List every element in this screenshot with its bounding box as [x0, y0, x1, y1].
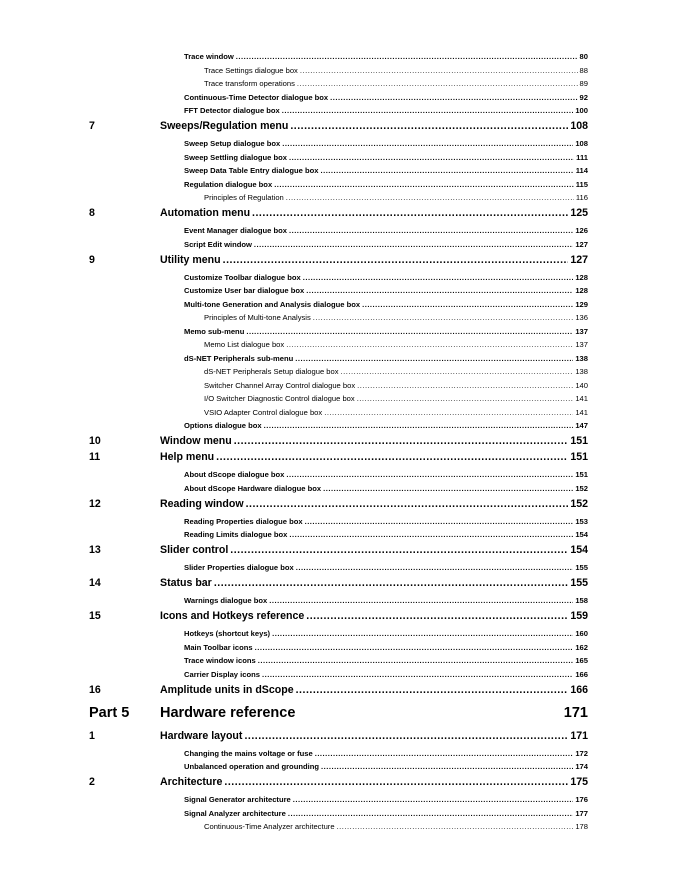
- chapter-number: 14: [89, 577, 101, 589]
- toc-entry[interactable]: [184, 656, 588, 665]
- toc-entry[interactable]: [184, 530, 588, 539]
- toc-page-number: 147: [575, 421, 588, 430]
- toc-entry-title: Multi-tone Generation and Analysis dialogue box: [184, 299, 361, 309]
- dot-leader: [323, 484, 573, 493]
- toc-entry-title: Sweep Settling dialogue box: [184, 152, 287, 162]
- toc-entry-title: Customize User bar dialogue box: [184, 286, 305, 295]
- toc-entry-title: dS-NET Peripherals Setup dialogue box: [204, 367, 339, 376]
- toc-entry[interactable]: [204, 394, 588, 403]
- dot-leader: [315, 749, 574, 758]
- toc-page-number: 178: [575, 822, 588, 831]
- toc-entry-title: Continuous-Time Detector dialogue box: [184, 92, 329, 102]
- toc-entry[interactable]: [184, 286, 588, 295]
- dot-leader: [293, 795, 574, 804]
- toc-entry-title: Warnings dialogue box: [184, 596, 268, 605]
- toc-entry[interactable]: [204, 367, 588, 376]
- toc-page-number: 162: [575, 642, 588, 652]
- chapter-number: 2: [89, 776, 95, 788]
- dot-leader: [264, 421, 574, 430]
- toc-entry[interactable]: [204, 381, 588, 390]
- toc-page-number: 115: [575, 179, 588, 189]
- dot-leader: [306, 286, 573, 295]
- toc-entry[interactable]: [204, 193, 588, 202]
- toc-page-number: 158: [575, 596, 588, 605]
- dot-leader: [286, 340, 573, 349]
- toc-entry-title: Carrier Display icons: [184, 669, 260, 679]
- chapter-number: 13: [89, 544, 101, 556]
- dot-leader: [357, 394, 574, 403]
- toc-entry[interactable]: [184, 180, 588, 189]
- toc-entry[interactable]: [160, 498, 588, 510]
- toc-entry[interactable]: [204, 822, 588, 831]
- toc-entry[interactable]: [204, 66, 588, 75]
- chapter-number: 7: [89, 120, 95, 132]
- dot-leader: [282, 139, 573, 148]
- toc-entry[interactable]: [160, 207, 588, 219]
- toc-entry-title: Reading Limits dialogue box: [184, 530, 288, 539]
- toc-page-number: 159: [570, 610, 588, 622]
- dot-leader: [269, 596, 573, 605]
- toc-entry[interactable]: [184, 52, 588, 61]
- toc-entry-title: Hotkeys (shortcut keys): [184, 629, 271, 638]
- dot-leader: [223, 254, 569, 266]
- chapter-number: 12: [89, 497, 101, 510]
- dot-leader: [289, 530, 573, 539]
- toc-entry[interactable]: [184, 106, 588, 115]
- dot-leader: [362, 300, 573, 309]
- dot-leader: [296, 684, 569, 696]
- toc-entry-title: Architecture: [160, 776, 223, 788]
- toc-page-number: 129: [575, 299, 588, 309]
- toc-entry[interactable]: [160, 544, 588, 556]
- chapter-number: 9: [89, 253, 95, 266]
- toc-page-number: 88: [579, 65, 588, 75]
- toc-entry[interactable]: [184, 643, 588, 652]
- toc-page-number: 171: [570, 729, 588, 742]
- toc-entry[interactable]: [184, 470, 588, 479]
- toc-entry[interactable]: [204, 313, 588, 322]
- toc-entry[interactable]: [184, 795, 588, 804]
- toc-page-number: 127: [570, 253, 588, 266]
- toc-entry[interactable]: [160, 610, 588, 622]
- dot-leader: [300, 66, 578, 75]
- toc-entry-title: Continuous-Time Analyzer architecture: [204, 822, 335, 831]
- toc-entry[interactable]: [184, 517, 588, 526]
- toc-entry[interactable]: [184, 139, 588, 148]
- dot-leader: [274, 180, 574, 189]
- toc-entry[interactable]: [184, 273, 588, 282]
- toc-entry[interactable]: [160, 120, 588, 132]
- toc-entry-title: Utility menu: [160, 253, 221, 266]
- toc-page-number: 108: [575, 139, 588, 148]
- dot-leader: [214, 577, 569, 589]
- toc-entry[interactable]: [160, 254, 588, 266]
- toc-page-number: 154: [575, 530, 588, 539]
- toc-page-number: 108: [570, 120, 588, 132]
- toc-entry[interactable]: [184, 327, 588, 336]
- toc-entry[interactable]: [184, 166, 588, 175]
- toc-entry[interactable]: [160, 435, 588, 447]
- toc-page-number: 89: [579, 79, 588, 88]
- dot-leader: [341, 367, 574, 376]
- toc-entry-title: Status bar: [160, 577, 212, 589]
- toc-entry-title: Memo sub-menu: [184, 326, 245, 336]
- toc-entry-title: Main Toolbar icons: [184, 642, 253, 652]
- toc-entry-title: Trace Settings dialogue box: [204, 65, 298, 75]
- dot-leader: [254, 240, 573, 249]
- toc-page-number: 137: [575, 340, 588, 349]
- toc-entry-title: Automation menu: [160, 207, 251, 219]
- toc-entry-title: Slider control: [160, 544, 229, 556]
- toc-entry[interactable]: [204, 79, 588, 88]
- toc-entry[interactable]: [160, 451, 588, 463]
- toc-page-number: 177: [575, 808, 588, 818]
- dot-leader: [295, 354, 573, 363]
- toc-part-heading[interactable]: [160, 705, 588, 721]
- toc-entry[interactable]: [184, 93, 588, 102]
- toc-entry-title: Hardware reference: [160, 704, 296, 721]
- dot-leader: [262, 670, 573, 679]
- toc-page-number: 155: [575, 563, 588, 572]
- toc-entry[interactable]: [184, 226, 588, 235]
- toc-entry-title: Principles of Multi-tone Analysis: [204, 313, 311, 322]
- toc-entry[interactable]: [204, 408, 588, 417]
- dot-leader: [224, 776, 568, 788]
- dot-leader: [289, 226, 573, 235]
- toc-entry-title: Unbalanced operation and grounding: [184, 762, 320, 771]
- toc-entry[interactable]: [204, 340, 588, 349]
- toc-page-number: 174: [575, 762, 588, 771]
- toc-entry-title: dS-NET Peripherals sub-menu: [184, 353, 294, 363]
- toc-entry[interactable]: [184, 563, 588, 572]
- chapter-number: 16: [89, 683, 101, 696]
- dot-leader: [255, 643, 574, 652]
- toc-page-number: 100: [575, 106, 588, 115]
- dot-leader: [303, 273, 574, 282]
- dot-leader: [337, 822, 574, 831]
- toc-page-number: 166: [570, 683, 588, 696]
- toc-entry-title: Script Edit window: [184, 239, 252, 249]
- dot-leader: [324, 408, 573, 417]
- toc-entry-title: Trace window: [184, 52, 234, 61]
- toc-entry-title: Event Manager dialogue box: [184, 226, 287, 235]
- toc-page-number: 152: [575, 483, 588, 493]
- dot-leader: [246, 327, 573, 336]
- toc-entry-title: Icons and Hotkeys reference: [160, 610, 305, 622]
- toc-entry-title: Switcher Channel Array Control dialogue box: [204, 380, 356, 390]
- toc-entry[interactable]: [184, 596, 588, 605]
- toc-entry[interactable]: [184, 809, 588, 818]
- toc-page-number: 116: [575, 193, 588, 202]
- toc-page-number: 151: [575, 470, 588, 479]
- toc-entry[interactable]: [184, 629, 588, 638]
- dot-leader: [234, 435, 569, 447]
- toc-page-number: 114: [575, 166, 588, 175]
- dot-leader: [297, 79, 578, 88]
- toc-page-number: 141: [575, 394, 588, 403]
- toc-page-number: 138: [575, 353, 588, 363]
- toc-entry-title: Window menu: [160, 435, 232, 447]
- chapter-number: 1: [89, 729, 95, 742]
- toc-page-number: 128: [575, 272, 588, 282]
- toc-entry-title: Reading Properties dialogue box: [184, 516, 303, 526]
- toc-entry[interactable]: [160, 776, 588, 788]
- dot-leader: [252, 207, 568, 219]
- toc-page-number: 111: [576, 152, 588, 162]
- toc-page-number: 128: [575, 286, 588, 295]
- chapter-number: 10: [89, 435, 101, 447]
- dot-leader: [330, 93, 577, 102]
- dot-leader: [320, 166, 573, 175]
- toc-page-number: 80: [579, 52, 588, 61]
- toc-entry-title: Customize Toolbar dialogue box: [184, 272, 301, 282]
- toc-entry-title: Changing the mains voltage or fuse: [184, 748, 313, 758]
- dot-leader: [258, 656, 574, 665]
- toc-page-number: 127: [575, 239, 588, 249]
- toc-entry[interactable]: [184, 762, 588, 771]
- dot-leader: [286, 470, 573, 479]
- toc-entry-title: Trace transform operations: [204, 79, 295, 88]
- toc-entry-title: Hardware layout: [160, 729, 243, 742]
- toc-entry[interactable]: [160, 730, 588, 742]
- toc-entry[interactable]: [184, 484, 588, 493]
- toc-page-number: 136: [575, 313, 588, 322]
- toc-entry-title: About dScope Hardware dialogue box: [184, 483, 322, 493]
- dot-leader: [357, 381, 573, 390]
- toc-page-number: 175: [570, 776, 588, 788]
- toc-page-number: 151: [570, 451, 588, 463]
- toc-entry[interactable]: [160, 577, 588, 589]
- chapter-number: 11: [89, 451, 101, 463]
- dot-leader: [288, 809, 573, 818]
- dot-leader: [282, 106, 574, 115]
- toc-page-number: 152: [570, 497, 588, 510]
- dot-leader: [290, 120, 568, 132]
- toc-entry[interactable]: [184, 153, 588, 162]
- toc-entry-title: Sweeps/Regulation menu: [160, 120, 289, 132]
- toc-entry-title: VSIO Adapter Control dialogue box: [204, 407, 323, 417]
- toc-page-number: 141: [575, 407, 588, 417]
- dot-leader: [236, 52, 578, 61]
- dot-leader: [230, 544, 568, 556]
- toc-entry-title: Trace window icons: [184, 656, 256, 665]
- toc-entry-title: Memo List dialogue box: [204, 340, 285, 349]
- dot-leader: [289, 153, 574, 162]
- toc-page-number: 140: [575, 380, 588, 390]
- toc-entry-title: Sweep Data Table Entry dialogue box: [184, 166, 319, 175]
- dot-leader: [246, 498, 569, 510]
- dot-leader: [313, 313, 574, 322]
- dot-leader: [305, 517, 574, 526]
- toc-entry-title: Amplitude units in dScope: [160, 683, 294, 696]
- toc-entry-title: Sweep Setup dialogue box: [184, 139, 281, 148]
- toc-entry-title: Options dialogue box: [184, 421, 262, 430]
- toc-page-number: 171: [563, 704, 588, 721]
- part-number: Part 5: [89, 704, 130, 721]
- toc-entry[interactable]: [184, 670, 588, 679]
- dot-leader: [216, 451, 568, 463]
- toc-page-number: 172: [575, 748, 588, 758]
- toc-entry-title: FFT Detector dialogue box: [184, 106, 280, 115]
- dot-leader: [272, 629, 573, 638]
- toc-entry-title: I/O Switcher Diagnostic Control dialogue box: [204, 394, 355, 403]
- toc-page-number: 165: [575, 656, 588, 665]
- chapter-number: 8: [89, 207, 95, 219]
- dot-leader: [321, 762, 573, 771]
- toc-page-number: 155: [570, 577, 588, 589]
- toc-page-number: 154: [570, 544, 588, 556]
- toc-entry-title: Slider Properties dialogue box: [184, 563, 294, 572]
- toc-page-number: 176: [575, 795, 588, 804]
- toc-entry-title: Help menu: [160, 451, 215, 463]
- toc-entry[interactable]: [184, 749, 588, 758]
- toc-page-number: 125: [570, 207, 588, 219]
- toc-entry[interactable]: [184, 354, 588, 363]
- toc-entry[interactable]: [184, 421, 588, 430]
- dot-leader: [244, 730, 568, 742]
- toc-page-number: 92: [579, 92, 588, 102]
- toc-entry[interactable]: [184, 240, 588, 249]
- toc-page-number: 160: [575, 629, 588, 638]
- toc-page-number: 166: [575, 669, 588, 679]
- dot-leader: [306, 610, 568, 622]
- toc-page-number: 138: [575, 367, 588, 376]
- toc-entry-title: Signal Generator architecture: [184, 795, 291, 804]
- dot-leader: [286, 193, 574, 202]
- toc-entry[interactable]: [160, 684, 588, 696]
- toc-entry-title: Principles of Regulation: [204, 193, 284, 202]
- toc-entry-title: Reading window: [160, 497, 244, 510]
- toc-entry[interactable]: [184, 300, 588, 309]
- toc-entry-title: Signal Analyzer architecture: [184, 808, 286, 818]
- chapter-number: 15: [89, 610, 101, 622]
- toc-page-number: 137: [575, 326, 588, 336]
- toc-entry-title: Regulation dialogue box: [184, 179, 273, 189]
- toc-page-number: 126: [575, 226, 588, 235]
- dot-leader: [296, 563, 574, 572]
- toc-entry-title: About dScope dialogue box: [184, 470, 285, 479]
- toc-page-number: 151: [570, 435, 588, 447]
- toc-page-number: 153: [575, 516, 588, 526]
